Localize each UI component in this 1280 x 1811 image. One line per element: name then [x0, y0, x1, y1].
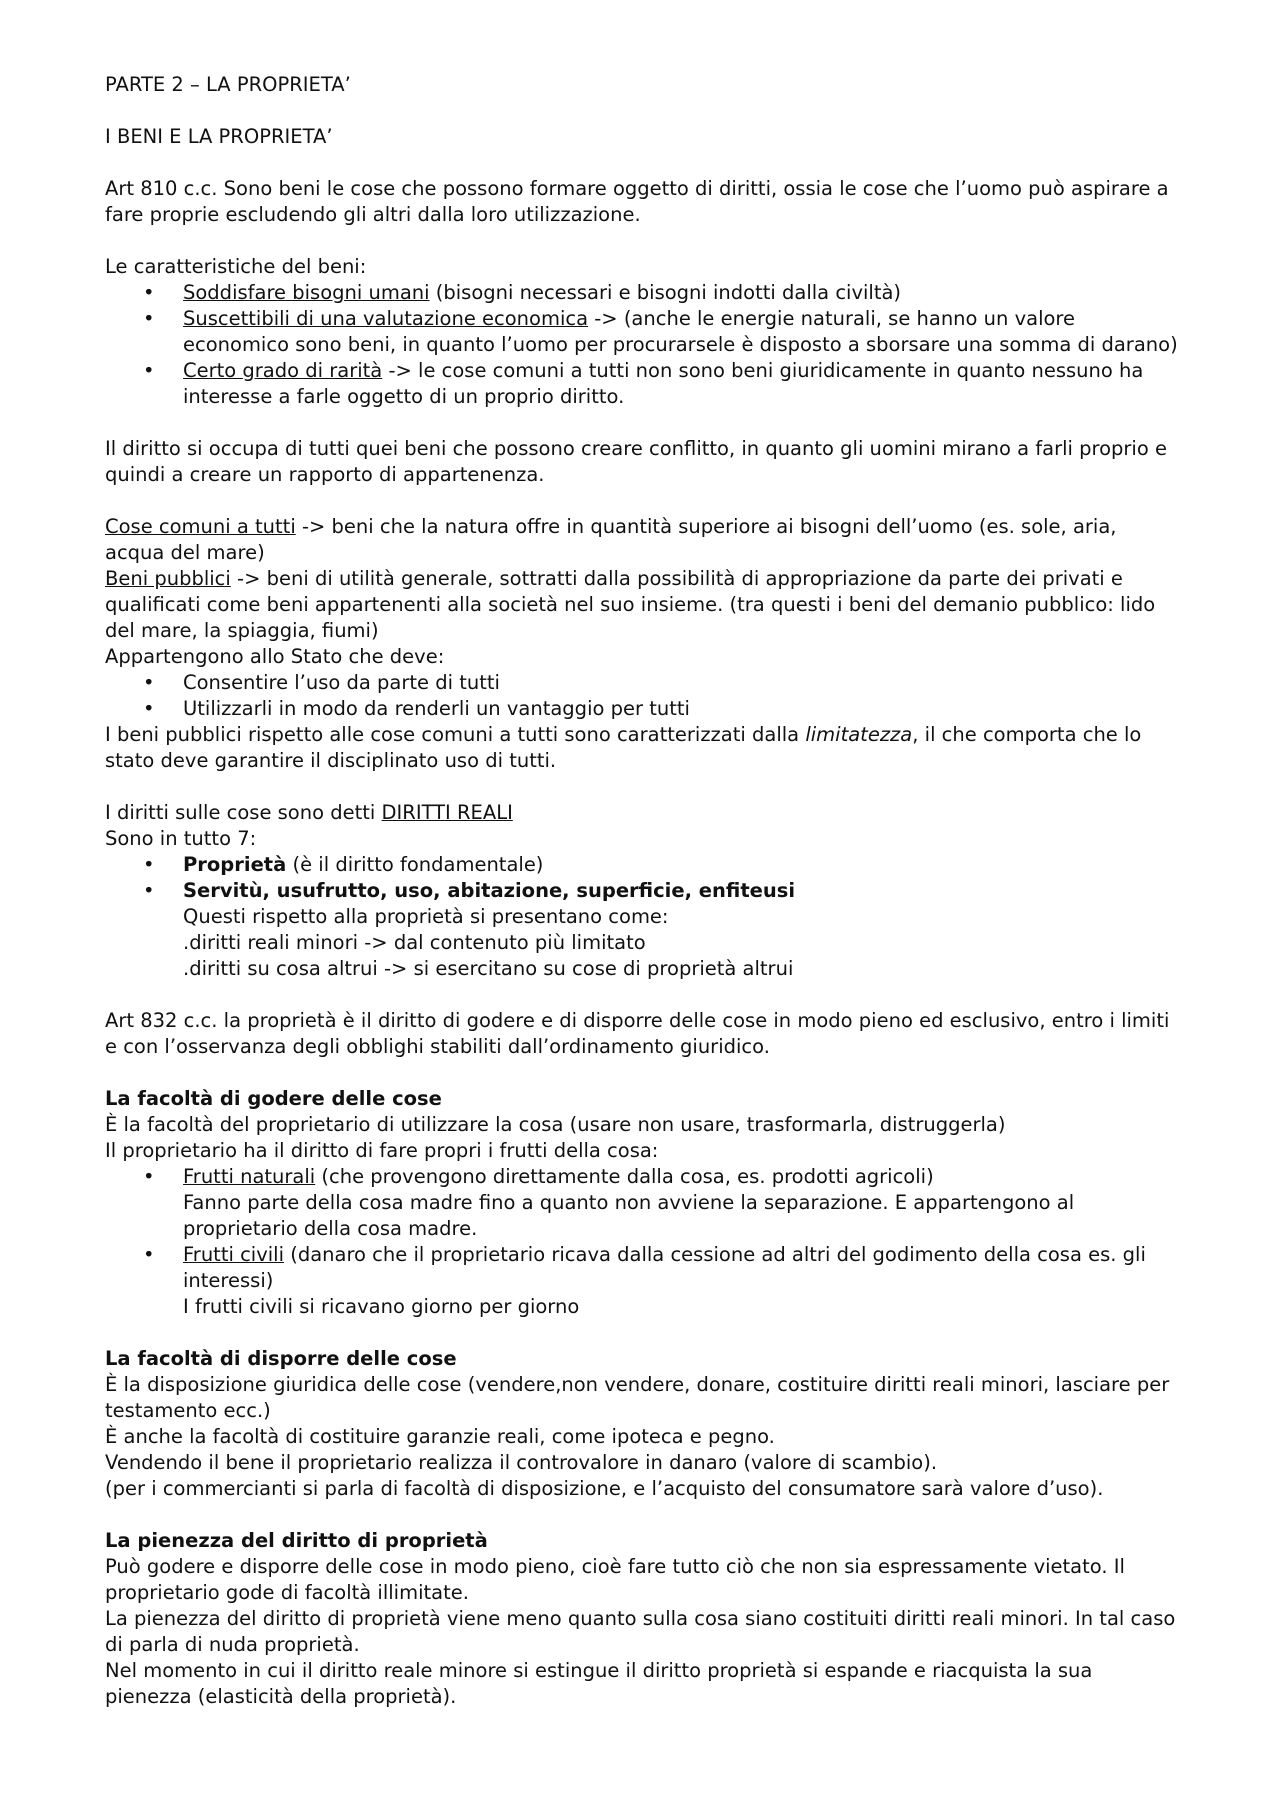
- real-rights-intro-text: I diritti sulle cose sono detti: [105, 801, 382, 824]
- limitedness-after: , il che comporta che lo stato deve garantire il disciplinato uso di tutti.: [105, 723, 1142, 772]
- list-item-term: Soddisfare bisogni umani: [183, 281, 430, 304]
- public-goods-term: Beni pubblici: [105, 567, 231, 590]
- dispose-line: Vendendo il bene il proprietario realizza il controvalore in danaro (valore di scambio).: [105, 1451, 938, 1474]
- public-goods-text: -> beni di utilità generale, sottratti dalla possibilità di appropriazione da parte dei privati e qualificati come beni appartenenti alla società nel suo insieme. (tra questi i beni del demanio pubblico: lido del mare, la spiaggia, fiumi): [105, 567, 1156, 642]
- real-rights-count: Sono in tutto 7:: [105, 827, 257, 850]
- list-item: [105, 280, 1180, 306]
- section-title: I BENI E LA PROPRIETA’: [105, 125, 333, 148]
- list-item-text: -> (anche le energie naturali, se hanno un valore economico sono beni, in quanto l’uomo per procurarsele è disposto a sborsare una somma di darano): [183, 307, 1178, 356]
- fruits-note: I frutti civili si ricavano giorno per giorno: [183, 1295, 580, 1318]
- list-item: [105, 1242, 1180, 1294]
- enjoy-heading: La facoltà di godere delle cose: [105, 1087, 442, 1110]
- conflict-paragraph: Il diritto si occupa di tutti quei beni che possono creare conflitto, in quanto gli uomini mirano a farli proprio e quindi a creare un rapporto di appartenenza.: [105, 437, 1167, 486]
- characteristics-intro: Le caratteristiche del beni:: [105, 255, 367, 278]
- list-item-term: Suscettibili di una valutazione economica: [183, 307, 589, 330]
- art-810-paragraph: Art 810 c.c. Sono beni le cose che possono formare oggetto di diritti, ossia le cose che l’uomo può aspirare a fare proprie escludendo gli altri dalla loro utilizzazione.: [105, 177, 1169, 226]
- list-item: • Utilizzarli in modo da renderli un vantaggio per tutti: [105, 696, 1180, 722]
- dispose-line: (per i commercianti si parla di facoltà di disposizione, e l’acquisto del consumatore sarà valore d’uso).: [105, 1477, 1104, 1500]
- real-rights-sub-line: .diritti reali minori -> dal contenuto più limitato: [183, 931, 646, 954]
- fruits-list: [105, 1242, 1180, 1294]
- limitedness-paragraph: [105, 722, 1180, 774]
- common-things-paragraph: [105, 514, 1180, 566]
- dispose-heading: La facoltà di disporre delle cose: [105, 1347, 457, 1370]
- state-duties-list: [105, 670, 1180, 722]
- list-item: [105, 852, 1180, 878]
- list-item-term: Frutti naturali: [183, 1165, 316, 1188]
- dispose-line: È anche la facoltà di costituire garanzie reali, come ipoteca e pegno.: [105, 1425, 775, 1448]
- list-item: [105, 358, 1180, 410]
- real-rights-sub-line: .diritti su cosa altrui -> si esercitano su cose di proprietà altrui: [183, 957, 794, 980]
- fullness-heading: La pienezza del diritto di proprietà: [105, 1529, 488, 1552]
- list-item-term: Certo grado di rarità: [183, 359, 383, 382]
- fullness-line: Nel momento in cui il diritto reale minore si estingue il diritto proprietà si espande e riacquista la sua pienezza (elasticità della proprietà).: [105, 1659, 1093, 1708]
- fruits-note: Fanno parte della cosa madre fino a quanto non avviene la separazione. E appartengono al proprietario della cosa madre.: [183, 1191, 1075, 1240]
- list-item-text: (che provengono direttamente dalla cosa, es. prodotti agricoli): [315, 1165, 934, 1188]
- fullness-line: Può godere e disporre delle cose in modo pieno, cioè fare tutto ciò che non sia espressamente vietato. Il proprietario gode di facoltà illimitate.: [105, 1555, 1125, 1604]
- common-things-text: -> beni che la natura offre in quantità superiore ai bisogni dell’uomo (es. sole, aria, acqua del mare): [105, 515, 1117, 564]
- limitedness-term: limitatezza: [805, 723, 913, 746]
- list-item-term: Servitù, usufrutto, uso, abitazione, superficie, enfiteusi: [183, 879, 796, 902]
- real-rights-sub-line: Questi rispetto alla proprietà si presentano come:: [183, 905, 669, 928]
- list-item-text: -> le cose comuni a tutti non sono beni giuridicamente in quanto nessuno ha interesse a farle oggetto di un proprio diritto.: [183, 359, 1144, 408]
- real-rights-intro: [105, 800, 1180, 826]
- state-intro: Appartengono allo Stato che deve:: [105, 645, 445, 668]
- enjoy-line: È la facoltà del proprietario di utilizzare la cosa (usare non usare, trasformarla, distruggerla): [105, 1113, 1006, 1136]
- art-832-paragraph: Art 832 c.c. la proprietà è il diritto di godere e di disporre delle cose in modo pieno ed esclusivo, entro i limiti e con l’osservanza degli obblighi stabiliti dall’ordinamento giuridico.: [105, 1009, 1170, 1058]
- characteristics-list: [105, 280, 1180, 410]
- list-item: • Consentire l’uso da parte di tutti: [105, 670, 1180, 696]
- list-item: [105, 306, 1180, 358]
- part-title: PARTE 2 – LA PROPRIETA’: [105, 73, 351, 96]
- real-rights-list: [105, 852, 1180, 904]
- enjoy-line: Il proprietario ha il diritto di fare propri i frutti della cosa:: [105, 1139, 659, 1162]
- list-item: [105, 878, 1180, 904]
- dispose-line: È la disposizione giuridica delle cose (vendere,non vendere, donare, costituire diritti reali minori, lasciare per testamento ecc.): [105, 1373, 1170, 1422]
- fruits-list: [105, 1164, 1180, 1190]
- list-item-text: (bisogni necessari e bisogni indotti dalla civiltà): [429, 281, 902, 304]
- list-item: [105, 1164, 1180, 1190]
- public-goods-paragraph: [105, 566, 1180, 644]
- list-item-text: (è il diritto fondamentale): [286, 853, 544, 876]
- common-things-term: Cose comuni a tutti: [105, 515, 296, 538]
- list-item-term: Proprietà: [183, 853, 287, 876]
- list-item-term: Frutti civili: [183, 1243, 285, 1266]
- list-item-text: (danaro che il proprietario ricava dalla cessione ad altri del godimento della cosa es. gli interessi): [183, 1243, 1146, 1292]
- real-rights-term: DIRITTI REALI: [381, 801, 513, 824]
- limitedness-before: I beni pubblici rispetto alle cose comuni a tutti sono caratterizzati dalla: [105, 723, 806, 746]
- fullness-line: La pienezza del diritto di proprietà viene meno quanto sulla cosa siano costituiti diritti reali minori. In tal caso di parla di nuda proprietà.: [105, 1607, 1176, 1656]
